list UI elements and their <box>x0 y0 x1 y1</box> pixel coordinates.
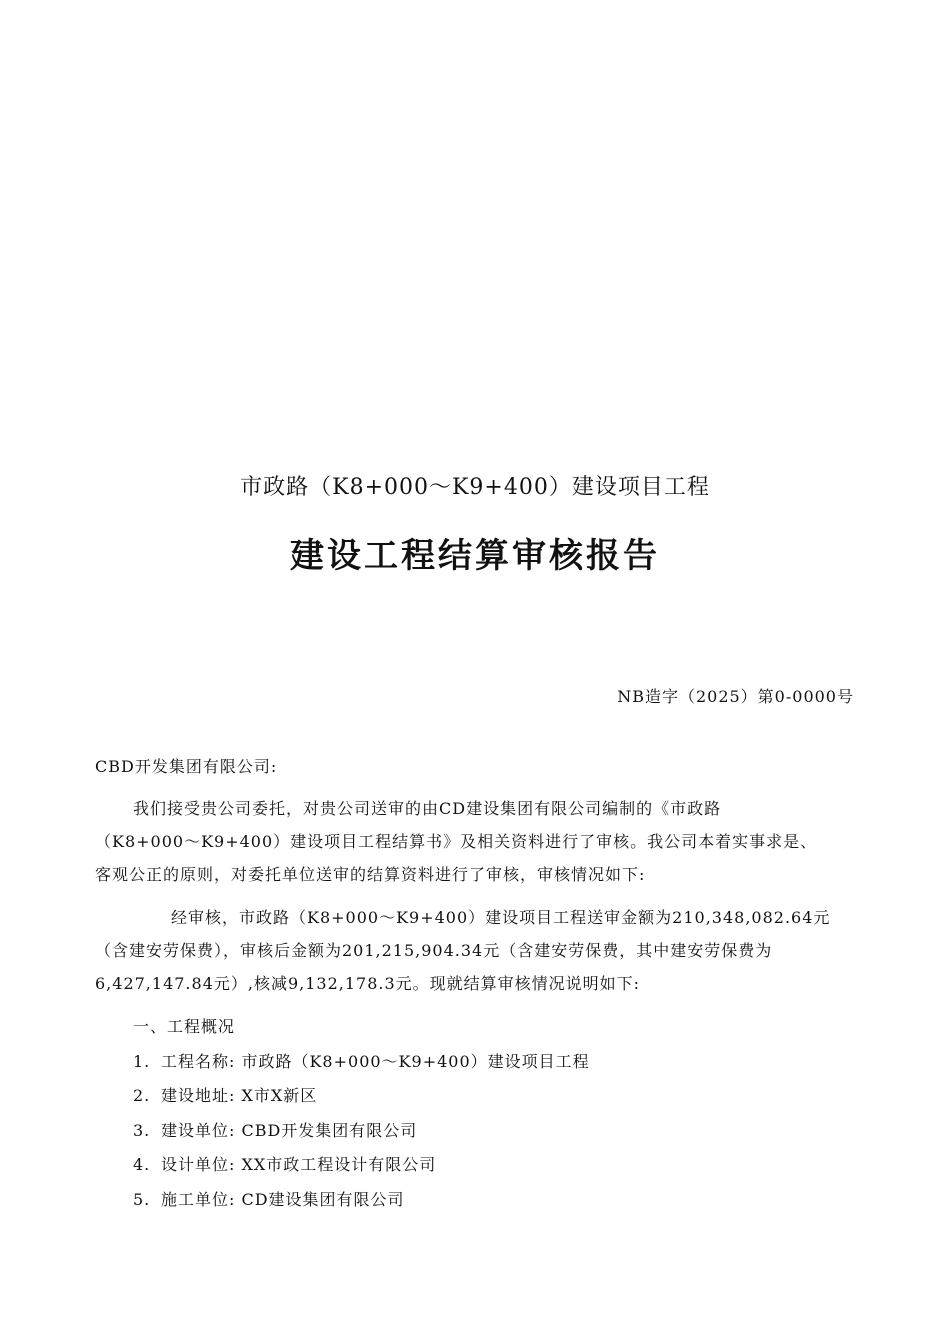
list-item-text: 工程名称: 市政路（K8+000～K9+400）建设项目工程 <box>161 1051 590 1071</box>
report-title: 建设工程结算审核报告 <box>290 536 660 576</box>
list-item <box>133 1114 590 1149</box>
list-item <box>133 1045 590 1080</box>
addressee: CBD开发集团有限公司: <box>95 757 278 776</box>
list-item-text: 建设单位: CBD开发集团有限公司 <box>161 1120 418 1140</box>
list-item-text: 设计单位: XX市政工程设计有限公司 <box>161 1155 437 1174</box>
list-item <box>133 1148 590 1183</box>
list-item <box>133 1079 590 1114</box>
paragraph-line: （含建安劳保费），审核后金额为201,215,904.34元（含建安劳保费，其中建安劳保费为 <box>95 941 773 960</box>
list-item-number: 4. <box>133 1155 151 1174</box>
paragraph-line: 经审核，市政路（K8+000～K9+400）建设项目工程送审金额为210,348,082.64元 <box>171 908 831 927</box>
project-overview-section <box>133 1010 590 1217</box>
audit-result-paragraph <box>95 901 855 1000</box>
paragraph-line: 客观公正的原则，对委托单位送审的结算资料进行了审核，审核情况如下: <box>95 865 646 884</box>
document-number: NB造字（2025）第0-0000号 <box>617 687 854 706</box>
list-item-text: 施工单位: CD建设集团有限公司 <box>161 1189 405 1209</box>
paragraph-line: 6,427,147.84元）,核减9,132,178.3元。现就结算审核情况说明如下: <box>95 974 641 993</box>
paragraph-line: （K8+000～K9+400）建设项目工程结算书》及相关资料进行了审核。我公司本着实事求是、 <box>95 832 818 851</box>
list-item <box>133 1183 590 1218</box>
list-item-text: 建设地址: X市X新区 <box>161 1086 318 1105</box>
paragraph-line: 我们接受贵公司委托，对贵公司送审的由CD建设集团有限公司编制的《市政路 <box>133 799 722 818</box>
intro-paragraph <box>95 792 855 891</box>
list-item-number: 1. <box>133 1051 151 1071</box>
section-heading: 一、工程概况 <box>133 1017 236 1036</box>
list-item-number: 3. <box>133 1120 151 1140</box>
project-subtitle: 市政路（K8+000～K9+400）建设项目工程 <box>240 475 710 500</box>
list-item-number: 2. <box>133 1086 151 1105</box>
list-item-number: 5. <box>133 1189 151 1209</box>
